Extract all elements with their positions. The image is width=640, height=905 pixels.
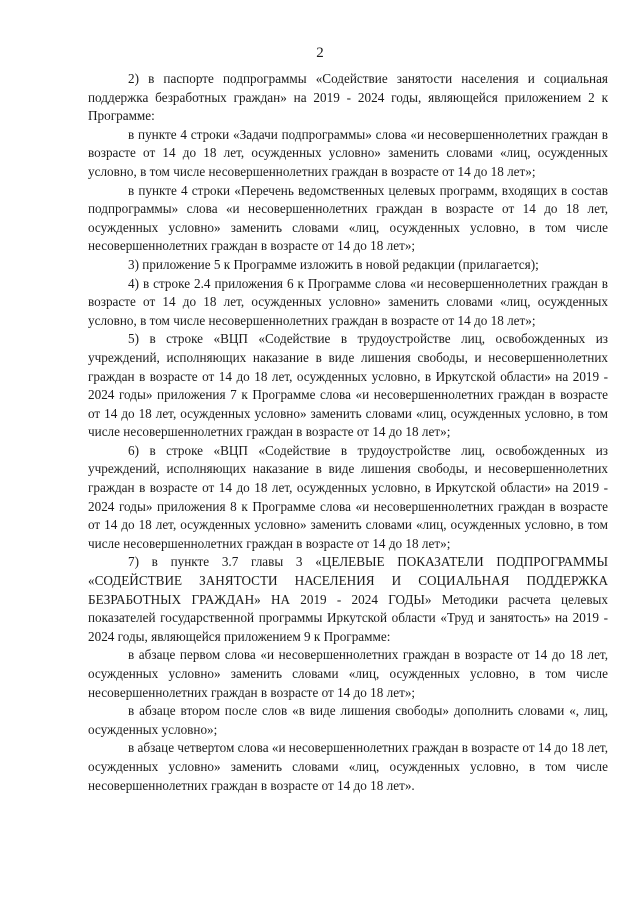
paragraph-item-7-methodology: 7) в пункте 3.7 главы 3 «ЦЕЛЕВЫЕ ПОКАЗАТЕЛИ ПОДПРОГРАММЫ «СОДЕЙСТВИЕ ЗАНЯТОСТИ НАСЕЛЕНИЯ И СОЦИАЛЬНАЯ ПОДДЕРЖКА БЕЗРАБОТНЫХ ГРАЖДАН» НА 2019 - 2024 ГОДЫ» Методики расчета целевых показателей государственной программы Иркутской области «Труд и занятость» на 2019 - 2024 годы, являющейся приложением 9 к Программе: (88, 554, 608, 644)
paragraph-second-abzac: в абзаце втором после слов «в виде лишения свободы» дополнить словами «, лиц, осужденных условно»; (88, 703, 608, 737)
paragraph-item-3-appendix-5: 3) приложение 5 к Программе изложить в новой редакции (прилагается); (128, 256, 539, 272)
document-body (88, 70, 608, 795)
paragraph-item-6-appendix-8: 6) в строке «ВЦП «Содействие в трудоустройстве лиц, освобожденных из учреждений, исполняющих наказание в виде лишения свободы, и несовершеннолетних граждан в возрасте от 14 до 18 лет, осужденных условно, в Иркутской области» на 2019 - 2024 годы» приложения 8 к Программе слова «и несовершеннолетних граждан в возрасте от 14 до 18 лет, осужденных условно» заменить словами «лиц, осужденных условно, в том числе несовершеннолетних граждан в возрасте от 14 до 18 лет»; (88, 442, 608, 551)
paragraph-tasks-row: в пункте 4 строки «Задачи подпрограммы» слова «и несовершеннолетних граждан в возрасте от 14 до 18 лет, осужденных условно» заменить словами «лиц, осужденных условно, в том числе несовершеннолетних граждан в возрасте от 14 до 18 лет»; (88, 126, 608, 179)
paragraph-item-2-passport: 2) в паспорте подпрограммы «Содействие занятости населения и социальная поддержка безработных граждан» на 2019 - 2024 годы, являющейся приложением 2 к Программе: (88, 71, 608, 124)
paragraph-vcp-list-row: в пункте 4 строки «Перечень ведомственных целевых программ, входящих в состав подпрограммы» слова «и несовершеннолетних граждан в возрасте от 14 до 18 лет, осужденных условно» заменить словами «лиц, осужденных условно, в том числе несовершеннолетних граждан в возрасте от 14 до 18 лет»; (88, 182, 608, 254)
page-number: 2 (316, 45, 324, 61)
paragraph-item-5-appendix-7: 5) в строке «ВЦП «Содействие в трудоустройстве лиц, освобожденных из учреждений, исполняющих наказание в виде лишения свободы, и несовершеннолетних граждан в возрасте от 14 до 18 лет, осужденных условно, в Иркутской области» на 2019 - 2024 годы» приложения 7 к Программе слова «и несовершеннолетних граждан в возрасте от 14 до 18 лет, осужденных условно» заменить словами «лиц, осужденных условно, в том числе несовершеннолетних граждан в возрасте от 14 до 18 лет»; (88, 331, 608, 440)
paragraph-first-abzac: в абзаце первом слова «и несовершеннолетних граждан в возрасте от 14 до 18 лет, осужденных условно» заменить словами «лиц, осужденных условно, в том числе несовершеннолетних граждан в возрасте от 14 до 18 лет»; (88, 647, 608, 700)
paragraph-fourth-abzac: в абзаце четвертом слова «и несовершеннолетних граждан в возрасте от 14 до 18 лет, осужденных условно» заменить словами «лиц, осужденных условно, в том числе несовершеннолетних граждан в возрасте от 14 до 18 лет». (88, 740, 608, 793)
paragraph-item-4-appendix-6: 4) в строке 2.4 приложения 6 к Программе слова «и несовершеннолетних граждан в возрасте от 14 до 18 лет, осужденных условно» заменить словами «лиц, осужденных условно, в том числе несовершеннолетних граждан в возрасте от 14 до 18 лет»; (88, 275, 608, 328)
